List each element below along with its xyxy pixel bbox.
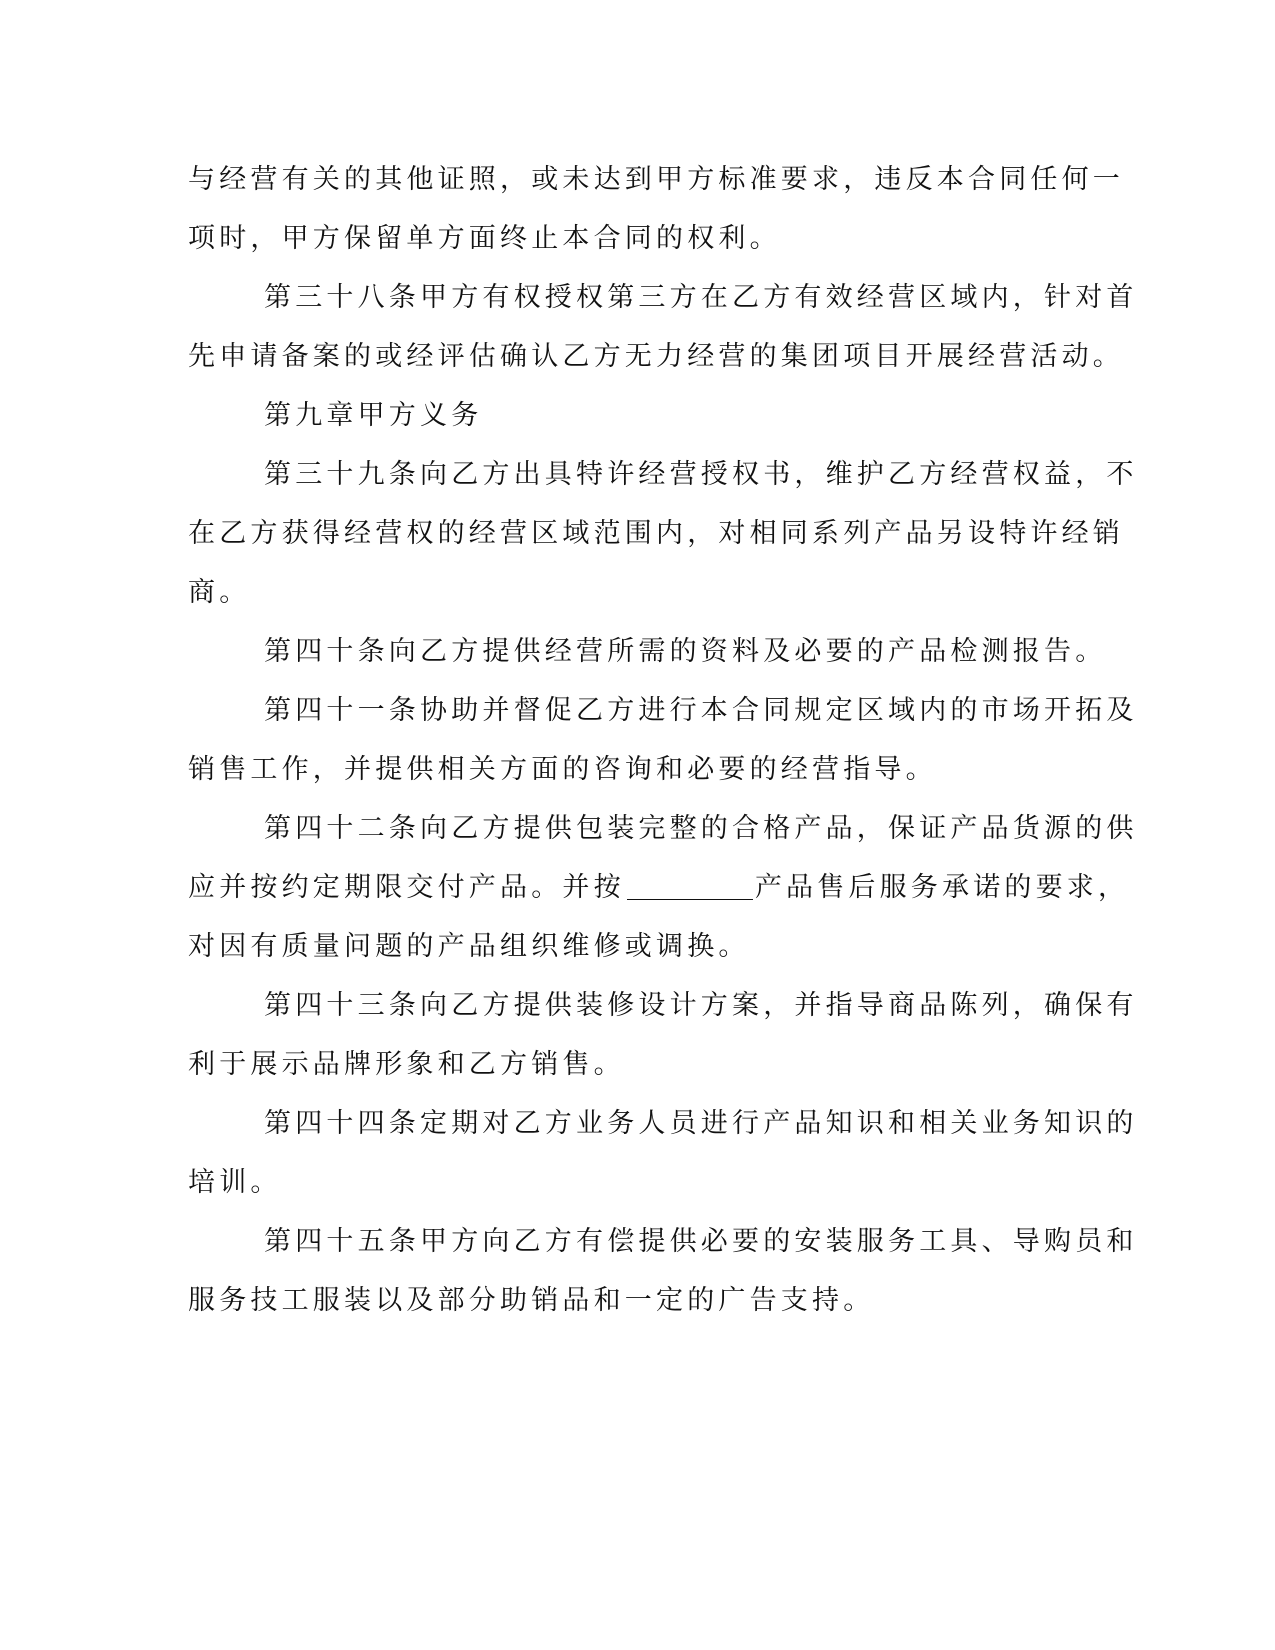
text-line: 与经营有关的其他证照，或未达到甲方标准要求，违反本合同任何一 (188, 164, 1124, 195)
text-line: 销售工作，并提供相关方面的咨询和必要的经营指导。 (188, 754, 937, 785)
text-line: 在乙方获得经营权的经营区域范围内，对相同系列产品另设特许经销 (188, 518, 1124, 549)
article-38-line: 第三十八条甲方有权授权第三方在乙方有效经营区域内，针对首 (264, 282, 1138, 313)
text-line: 利于展示品牌形象和乙方销售。 (188, 1049, 625, 1080)
text-line: 服务技工服装以及部分助销品和一定的广告支持。 (188, 1285, 875, 1316)
text-segment: 应并按约定期限交付产品。并按 (188, 872, 625, 903)
text-line: 商。 (188, 577, 251, 608)
chapter-heading: 第九章甲方义务 (264, 400, 483, 431)
text-segment: 产品售后服务承诺的要求， (754, 872, 1130, 903)
article-44-line: 第四十四条定期对乙方业务人员进行产品知识和相关业务知识的 (264, 1108, 1138, 1139)
text-line: 对因有质量问题的产品组织维修或调换。 (188, 931, 750, 962)
text-line: 先申请备案的或经评估确认乙方无力经营的集团项目开展经营活动。 (188, 341, 1124, 372)
text-line-with-blank (188, 868, 1129, 908)
text-line: 培训。 (188, 1167, 282, 1198)
article-42-line: 第四十二条向乙方提供包装完整的合格产品，保证产品货源的供 (264, 813, 1138, 844)
article-45-line: 第四十五条甲方向乙方有偿提供必要的安装服务工具、导购员和 (264, 1226, 1138, 1257)
text-line: 项时，甲方保留单方面终止本合同的权利。 (188, 223, 781, 254)
article-40-line: 第四十条向乙方提供经营所需的资料及必要的产品检测报告。 (264, 636, 1107, 667)
fill-in-blank[interactable] (627, 871, 753, 900)
article-39-line: 第三十九条向乙方出具特许经营授权书，维护乙方经营权益，不 (264, 459, 1138, 490)
article-43-line: 第四十三条向乙方提供装修设计方案，并指导商品陈列，确保有 (264, 990, 1138, 1021)
article-41-line: 第四十一条协助并督促乙方进行本合同规定区域内的市场开拓及 (264, 695, 1138, 726)
